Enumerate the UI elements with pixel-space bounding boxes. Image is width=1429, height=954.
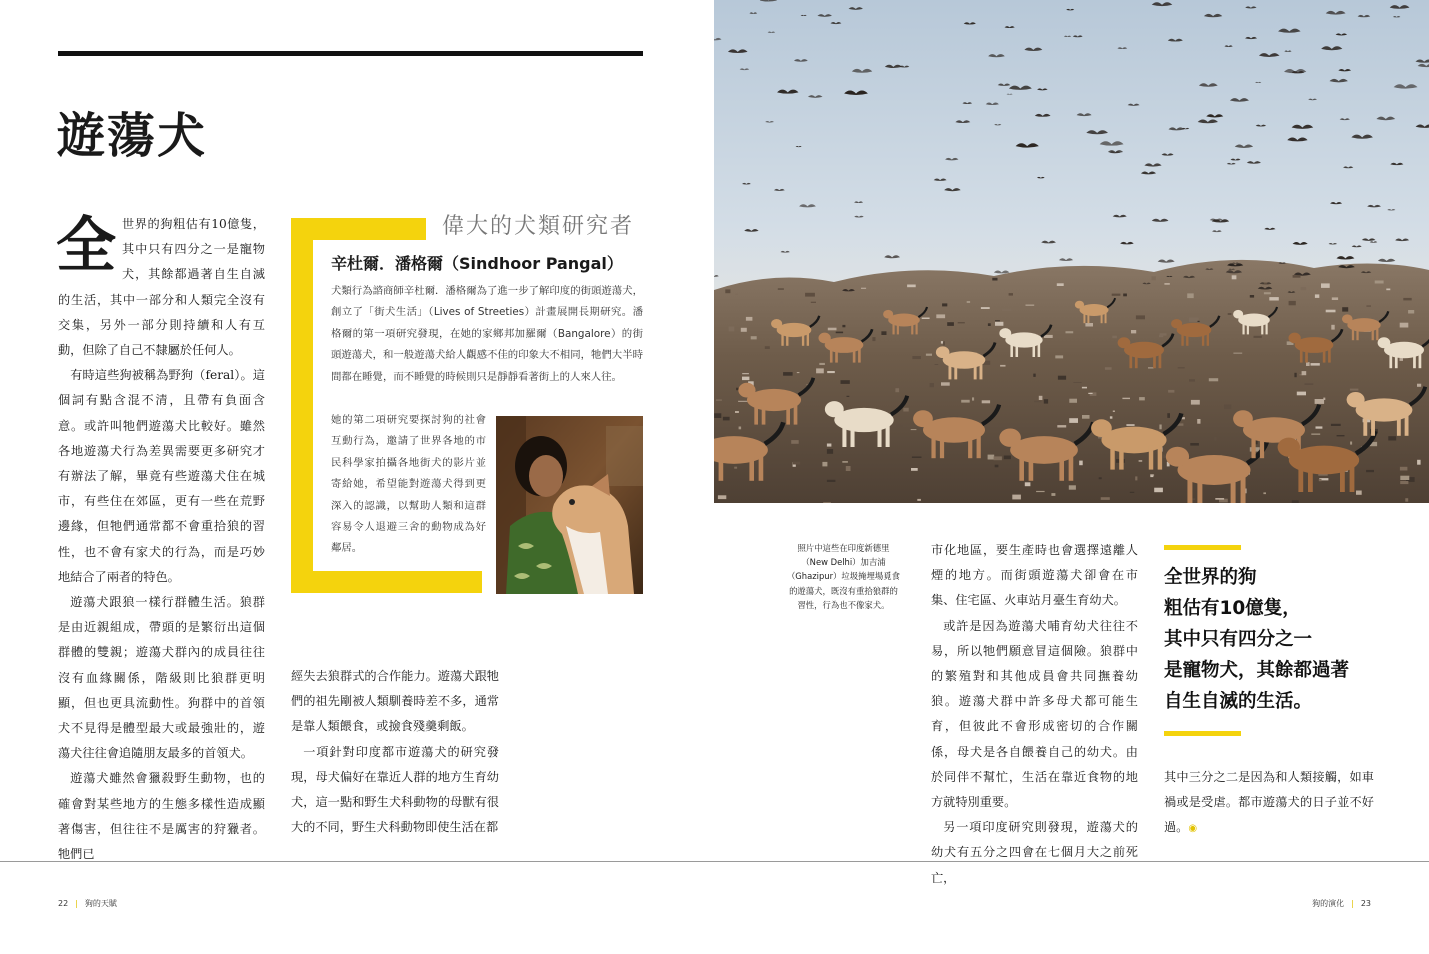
body-column-2 [291, 664, 499, 840]
landfill-debris [1055, 355, 1063, 358]
section-label: 狗的天賦 [84, 899, 117, 908]
landfill-debris [1366, 470, 1374, 472]
landfill-debris [1250, 295, 1254, 298]
landfill-debris [872, 337, 875, 341]
landfill-debris [1305, 383, 1314, 385]
landfill-debris [922, 318, 930, 320]
landfill-debris [1337, 435, 1345, 436]
sidebar-heading: 偉大的犬類研究者 [442, 214, 635, 239]
body-paragraph: 一項針對印度都市遊蕩犬的研究發現，母犬偏好在靠近人群的地方生育幼犬，這一點和野生犬科動物的母獸有很大的不同，野生犬科動物即使生活在都 [291, 744, 499, 835]
landfill-debris [1311, 363, 1320, 366]
body-paragraph: 遊蕩犬跟狼一樣行群體生活。狼群是由近親組成，帶頭的是繁衍出這個群體的雙親；遊蕩犬群內的成員往往沒有血緣關係，階級則比狼群更明顯，但也更具流動性。狗群中的首領犬不見得是體型最大或最強壯的，遊蕩犬往往會追隨朋友最多的首領犬。 [58, 595, 265, 761]
landfill-debris [907, 285, 916, 288]
landfill-debris [1264, 283, 1267, 285]
sidebar-paragraph: 犬類行為諮商師辛杜爾．潘格爾為了進一步了解印度的街頭遊蕩犬，創立了「街犬生活」（Lives of Streeties）計畫展開長期研究。潘格爾的第一項研究發現，在她的家鄉邦加羅爾（Bangalore）的街頭遊蕩犬，和一般遊蕩犬給人觀感不佳的印象大不相同，牠們大半時間都在睡覺，而不睡覺的時候則只是靜靜看著街上的人來人往。 [331, 285, 643, 383]
landfill-debris [805, 293, 815, 297]
landfill-debris [746, 317, 753, 321]
landfill-debris [1082, 415, 1090, 419]
landfill-debris [1215, 498, 1224, 500]
landfill-debris [1315, 294, 1319, 298]
landfill-debris [1058, 376, 1066, 380]
landfill-debris [1069, 399, 1077, 403]
landfill-debris [1197, 419, 1200, 424]
landfill-debris [1178, 367, 1185, 368]
landfill-debris [734, 467, 737, 469]
landfill-debris [1105, 367, 1112, 370]
footer-left [58, 898, 117, 910]
pullquote-rule-top [1164, 545, 1241, 550]
footer-rule [0, 861, 1429, 862]
landfill-debris [1332, 297, 1338, 300]
landfill-debris [729, 327, 735, 332]
landfill-debris [1025, 482, 1031, 486]
landfill-dogs-photo [714, 0, 1429, 503]
landfill-debris [1311, 434, 1320, 435]
landfill-debris [827, 449, 833, 454]
landfill-debris [718, 495, 726, 499]
sidebar-bracket-bottom [291, 571, 482, 593]
landfill-debris [942, 303, 947, 306]
landfill-debris [1417, 460, 1421, 465]
researcher-name: 辛杜爾．潘格爾（Sindhoor Pangal） [331, 254, 623, 273]
landfill-debris [1254, 336, 1262, 338]
landfill-debris [1130, 492, 1135, 493]
landfill-debris [1110, 416, 1113, 418]
landfill-debris [1417, 384, 1421, 387]
landfill-debris [961, 400, 970, 403]
landfill-debris [1189, 317, 1199, 322]
landfill-debris [735, 294, 738, 295]
landfill-debris [1316, 426, 1323, 428]
landfill-debris [912, 457, 922, 458]
landfill-debris [1224, 405, 1231, 410]
landfill-debris [1366, 306, 1371, 307]
landfill-debris [895, 388, 899, 392]
landfill-debris [1139, 460, 1143, 462]
landfill-debris [1233, 353, 1242, 354]
body-column-1 [58, 212, 265, 867]
landfill-debris [842, 461, 848, 463]
landfill-debris [816, 368, 824, 373]
landfill-debris [1099, 477, 1102, 479]
body-paragraph: 或許是因為遊蕩犬哺育幼犬往往不易，所以牠們願意冒這個險。狼群中的繁殖對和其他成員會共同撫養幼狼。遊蕩犬群中許多母犬都可能生育，但彼此不會形成密切的合作關係，母犬是各自餵養自己的幼犬。由於同伴不幫忙，生活在靠近食物的地方就特別重要。 [931, 618, 1138, 810]
landfill-debris [1187, 293, 1194, 298]
landfill-debris [1326, 310, 1336, 313]
footer-separator: | [75, 899, 78, 908]
landfill-debris [1388, 436, 1396, 440]
body-paragraph: 市化地區，要生產時也會選擇遠離人煙的地方。而街頭遊蕩犬卻會在市集、住宅區、火車站月臺生育幼犬。 [931, 543, 1138, 608]
sidebar-bracket-left [291, 218, 313, 593]
landfill-debris [1135, 476, 1137, 480]
landfill-debris [1386, 289, 1390, 291]
landfill-debris [1069, 485, 1076, 489]
landfill-debris [723, 417, 730, 421]
landfill-debris [1082, 387, 1087, 389]
landfill-debris [943, 341, 945, 345]
landfill-debris [1356, 491, 1362, 495]
landfill-debris [926, 354, 932, 356]
landfill-debris [1350, 389, 1359, 391]
landfill-debris [912, 356, 921, 359]
landfill-debris [841, 380, 850, 384]
landfill-debris [995, 465, 999, 468]
landfill-debris [791, 440, 799, 444]
landfill-debris [725, 289, 730, 293]
sidebar-paragraph: 她的第二項研究要探討狗的社會互動行為，邀請了世界各地的市民科學家拍攝各地街犬的影片並寄給她，希望能對遊蕩犬得到更深入的認識，以幫助人類和這群容易令人退避三舍的動物成為好鄰居。 [331, 414, 486, 555]
landfill-debris [1112, 336, 1117, 339]
photo-caption: 照片中這些在印度新德里（New Delhi）加吉浦（Ghazipur）垃圾掩埋場覓食的遊蕩犬，既沒有重拾狼群的習性，行為也不像家犬。 [786, 543, 901, 610]
landfill-debris [827, 480, 836, 482]
landfill-debris [739, 427, 742, 430]
landfill-debris [881, 331, 886, 335]
landfill-debris [1209, 378, 1218, 381]
landfill-debris [742, 377, 749, 381]
landfill-debris [1198, 321, 1200, 322]
landfill-debris [1263, 492, 1266, 494]
landfill-debris [1085, 323, 1093, 327]
title-rule [58, 51, 643, 56]
landfill-debris [1191, 400, 1200, 405]
landfill-debris [1000, 365, 1005, 367]
landfill-debris [1319, 479, 1322, 481]
landfill-debris [1331, 325, 1334, 330]
pull-quote-line: 自生自滅的生活。 [1164, 691, 1313, 712]
landfill-debris [714, 413, 721, 418]
body-column-3 [931, 538, 1138, 891]
landfill-debris [1297, 392, 1306, 396]
article-title: 遊蕩犬 [57, 108, 208, 164]
landfill-debris [811, 302, 816, 303]
landfill-debris [1302, 371, 1307, 375]
landfill-debris [1051, 493, 1055, 496]
landfill-debris [836, 332, 843, 334]
landfill-debris [793, 462, 800, 465]
landfill-debris [1126, 424, 1134, 426]
researcher-portrait [496, 416, 643, 594]
pullquote-rule-bottom [1164, 731, 1241, 736]
landfill-debris [972, 397, 974, 400]
landfill-debris [1375, 281, 1384, 284]
landfill-debris [781, 301, 783, 304]
landfill-debris [1232, 275, 1237, 279]
landfill-debris [995, 322, 1003, 326]
landfill-debris [1167, 413, 1170, 418]
landfill-debris [1033, 374, 1035, 377]
page-number: 22 [58, 899, 69, 908]
landfill-debris [936, 314, 945, 318]
landfill-debris [1403, 298, 1411, 301]
landfill-debris [1057, 425, 1066, 427]
landfill-debris [896, 425, 902, 427]
pull-quote-line: 粗估有10億隻， [1164, 598, 1301, 619]
landfill-debris [1034, 401, 1041, 402]
pull-quote-line: 其中只有四分之一 [1164, 629, 1313, 650]
landfill-debris [797, 372, 800, 373]
landfill-debris [1214, 437, 1216, 441]
landfill-debris [1168, 390, 1174, 393]
landfill-debris [1159, 425, 1161, 430]
landfill-debris [982, 400, 990, 403]
landfill-debris [1139, 397, 1145, 400]
landfill-debris [947, 322, 954, 326]
landfill-debris [822, 462, 827, 467]
landfill-debris [1321, 283, 1330, 288]
landfill-debris [1331, 424, 1341, 426]
landfill-debris [1400, 323, 1409, 328]
pull-quote [1164, 562, 1394, 717]
page-number: 23 [1360, 899, 1371, 908]
landfill-debris [1112, 294, 1121, 296]
section-label: 狗的演化 [1312, 899, 1345, 908]
landfill-debris [1405, 498, 1408, 502]
landfill-debris [846, 466, 851, 471]
landfill-debris [1301, 287, 1307, 290]
landfill-debris [981, 307, 990, 309]
landfill-debris [1400, 481, 1408, 484]
landfill-debris [911, 468, 918, 471]
landfill-debris [861, 288, 866, 289]
landfill-debris [847, 396, 850, 397]
landfill-debris [935, 364, 939, 365]
landfill-debris [950, 416, 958, 417]
landfill-debris [1189, 379, 1195, 381]
body-paragraph: 其中三分之二是因為和人類接觸，如車禍或是受虐。都市遊蕩犬的日子並不好過。 [1164, 770, 1374, 835]
body-paragraph: 另一項印度研究則發現，遊蕩犬的幼犬有五分之四會在七個月大之前死亡， [931, 820, 1138, 885]
landfill-debris [958, 322, 965, 323]
landfill-debris [1306, 362, 1310, 366]
landfill-debris [930, 383, 934, 387]
landfill-debris [1264, 292, 1271, 294]
landfill-debris [819, 363, 825, 365]
landfill-debris [1400, 476, 1409, 480]
landfill-debris [995, 320, 1000, 321]
body-paragraph: 遊蕩犬雖然會獵殺野生動物，也的確會對某些地方的生態多樣性造成顯著傷害，但往往不是厲害的狩獵者。牠們已 [58, 771, 265, 862]
landfill-debris [1066, 331, 1074, 333]
landfill-debris [1073, 382, 1081, 383]
pull-quote-line: 是寵物犬，其餘都過著 [1164, 660, 1350, 681]
landfill-debris [994, 456, 1002, 460]
landfill-debris [738, 401, 747, 402]
landfill-debris [742, 373, 749, 374]
landfill-debris [1101, 497, 1110, 500]
body-column-4 [1164, 765, 1374, 842]
landfill-debris [1026, 305, 1035, 306]
landfill-debris [1350, 442, 1352, 445]
footer-separator: | [1351, 899, 1354, 908]
landfill-debris [1009, 293, 1013, 296]
end-mark-icon: ◉ [1188, 823, 1198, 835]
landfill-debris [1002, 309, 1012, 312]
landfill-debris [1069, 418, 1078, 423]
landfill-debris [1131, 330, 1136, 333]
landfill-debris [783, 372, 793, 376]
body-paragraph: 世界的狗粗估有10億隻，其中只有四分之一是寵物犬，其餘都過著自生自滅的生活，其中一部分和人類完全沒有交集，另外一部分則持續和人有互動，但除了自己不隸屬於任何人。 [58, 217, 265, 358]
landfill-debris [992, 278, 997, 281]
pull-quote-line: 全世界的狗 [1164, 567, 1257, 588]
landfill-debris [1400, 358, 1404, 361]
landfill-debris [1315, 399, 1325, 404]
landfill-debris [1057, 283, 1064, 286]
landfill-debris [988, 323, 991, 326]
landfill-debris [778, 288, 784, 290]
landfill-debris [1190, 443, 1199, 446]
landfill-debris [967, 301, 970, 303]
landfill-debris [1152, 276, 1156, 280]
landfill-debris [1088, 393, 1092, 394]
body-paragraph: 經失去狼群式的合作能力。遊蕩犬跟牠們的祖先剛被人類馴養時差不多，通常是靠人類餵食，或撿食殘羹剩飯。 [291, 669, 499, 734]
landfill-debris [765, 346, 770, 349]
landfill-debris [1004, 456, 1011, 460]
landfill-debris [1164, 283, 1169, 285]
landfill-debris [1342, 307, 1348, 311]
landfill-debris [842, 325, 845, 327]
body-paragraph: 有時這些狗被稱為野狗（feral）。這個詞有點含混不清，且帶有負面含意。或許叫牠們遊蕩犬比較好。雖然各地遊蕩犬行為差異需要更多研究才有辦法了解，畢竟有些遊蕩犬住在城市，有些住在郊區，更有一些在荒野邊緣，但牠們通常都不會重拾狼的習性，也不會有家犬的行為，而是巧妙地結合了兩者的特色。 [58, 368, 265, 584]
footer-right [1312, 898, 1371, 910]
landfill-debris [1036, 491, 1045, 492]
landfill-debris [1408, 310, 1414, 314]
landfill-debris [1159, 335, 1163, 337]
landfill-debris [751, 336, 757, 339]
landfill-debris [1044, 399, 1048, 403]
landfill-debris [1044, 335, 1053, 338]
landfill-debris [911, 429, 917, 430]
landfill-debris [1136, 315, 1145, 319]
landfill-debris [1012, 495, 1021, 500]
landfill-debris [716, 399, 722, 400]
landfill-debris [1148, 367, 1154, 368]
landfill-debris [741, 328, 747, 332]
landfill-debris [917, 499, 921, 501]
landfill-debris [1151, 475, 1154, 476]
landfill-debris [1228, 313, 1232, 315]
landfill-debris [1292, 500, 1299, 503]
landfill-debris [827, 371, 835, 373]
landfill-debris [828, 328, 837, 331]
landfill-debris [988, 455, 995, 460]
landfill-debris [1122, 398, 1130, 399]
landfill-debris [735, 411, 739, 413]
landfill-debris [1293, 275, 1301, 278]
landfill-debris [1079, 461, 1083, 466]
landfill-debris [823, 502, 831, 503]
landfill-debris [941, 382, 950, 385]
landfill-debris [1400, 467, 1408, 471]
landfill-debris [827, 444, 832, 447]
landfill-debris [1123, 294, 1127, 297]
landfill-debris [1154, 488, 1163, 493]
landfill-debris [1289, 301, 1296, 305]
landfill-debris [1269, 297, 1279, 300]
landfill-debris [1294, 373, 1296, 377]
landfill-debris [903, 408, 908, 412]
landfill-debris [1113, 411, 1115, 413]
landfill-debris [1039, 396, 1043, 400]
drop-cap: 全 [56, 211, 116, 281]
